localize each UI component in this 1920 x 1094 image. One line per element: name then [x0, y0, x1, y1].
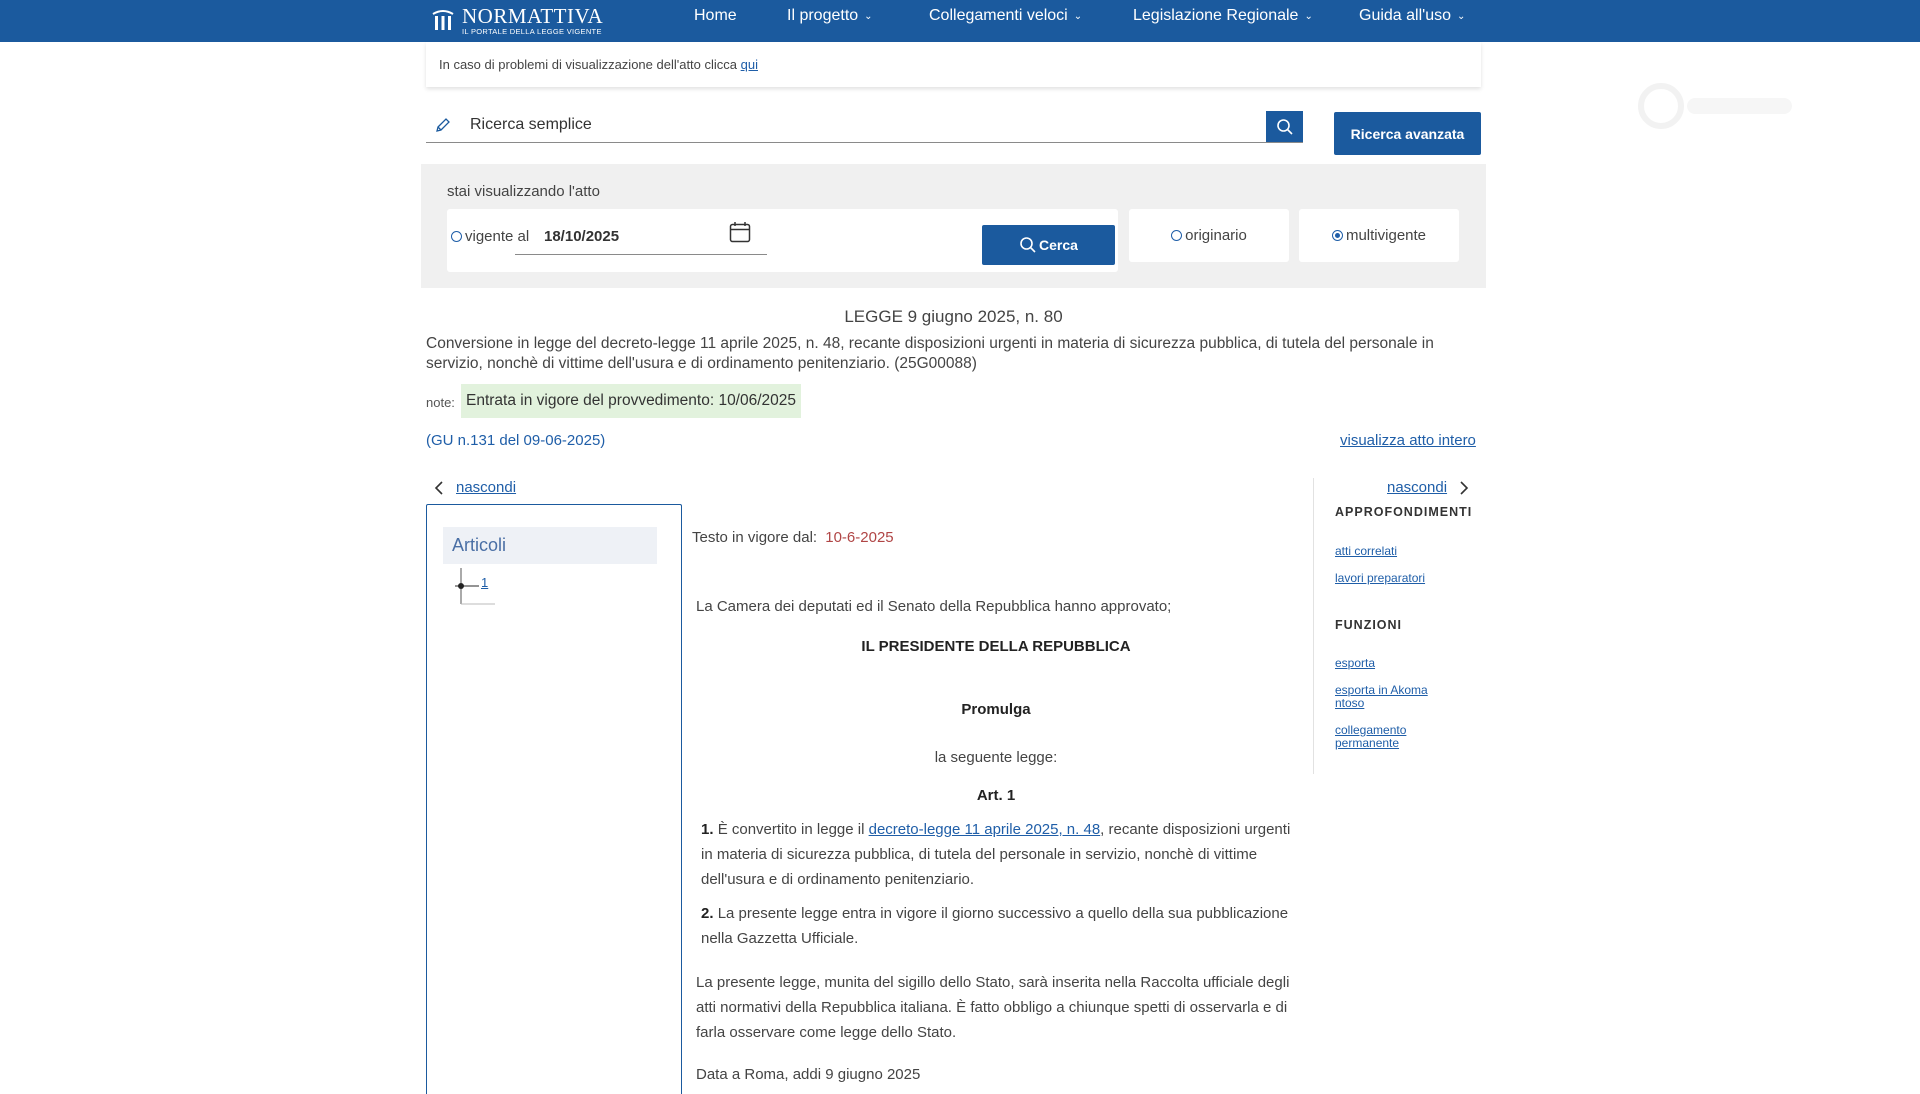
atti-correlati-link[interactable]: atti correlati — [1335, 544, 1398, 558]
chevron-down-icon: ⌄ — [1457, 10, 1466, 22]
esporta-akoma-link[interactable]: esporta in Akoma ntoso — [1335, 683, 1428, 710]
calendar-icon[interactable] — [729, 221, 751, 243]
comma-1-post: , recante disposizioni urgenti in materia di sicurezza pubblica, di tutela del personale in servizio, nonchè di vittime dell'usura e di ordinamento penitenziario. — [701, 821, 1291, 888]
date-value: 18/10/2025 — [544, 228, 620, 245]
notice-text: In caso di problemi di visualizzazione dell'atto clicca — [439, 57, 741, 72]
nav-legislazione-regionale[interactable] — [1133, 0, 1313, 32]
nav-home[interactable] — [694, 0, 737, 32]
viewing-label: stai visualizzando l'atto — [447, 183, 600, 200]
article-heading: Art. 1 — [976, 787, 1016, 804]
nav-il-progetto[interactable] — [787, 0, 873, 32]
date-field[interactable] — [515, 212, 767, 255]
nav-home-label: Home — [694, 7, 737, 24]
chevron-down-icon: ⌄ — [864, 10, 873, 22]
seguente-legge-text: la seguente legge: — [934, 749, 1058, 766]
gazzetta-link[interactable]: (GU n.131 del 09-06-2025) — [426, 432, 606, 449]
search-icon — [1019, 236, 1037, 254]
display-problem-notice — [426, 42, 1481, 87]
view-full-act-link[interactable]: visualizza atto intero — [1340, 432, 1476, 449]
hide-left-label: nascondi — [456, 479, 517, 496]
nav-guida-all-uso-label: Guida all'uso — [1359, 7, 1451, 24]
president-heading: IL PRESIDENTE DELLA REPUBBLICA — [861, 638, 1131, 655]
articles-tree — [455, 568, 515, 608]
originario-label: originario — [1185, 227, 1247, 244]
lavori-preparatori-link[interactable]: lavori preparatori — [1335, 571, 1426, 585]
in-force-label: Testo in vigore dal: — [692, 529, 818, 546]
esporta-link[interactable]: esporta — [1335, 656, 1376, 670]
advanced-search-button[interactable]: Ricerca avanzata — [1334, 112, 1481, 155]
chevron-right-icon — [1459, 481, 1469, 495]
chevron-left-icon — [434, 481, 444, 495]
multivigente-label: multivigente — [1345, 227, 1427, 244]
chevron-down-icon: ⌄ — [1073, 10, 1083, 22]
hide-right-label: nascondi — [1387, 479, 1448, 496]
search-input[interactable] — [460, 116, 1303, 134]
hide-left-panel-button[interactable] — [434, 479, 516, 496]
vigente-radio[interactable] — [451, 231, 462, 242]
promulga-heading: Promulga — [961, 701, 1031, 718]
nav-collegamenti-veloci-label: Collegamenti veloci — [929, 7, 1068, 24]
multivigente-option[interactable] — [1299, 209, 1459, 262]
watermark-logo-icon — [1635, 80, 1800, 132]
nav-collegamenti-veloci[interactable] — [929, 0, 1082, 32]
note-label: note: — [426, 395, 455, 410]
notice-link[interactable]: qui — [740, 57, 758, 72]
cerca-button[interactable] — [982, 225, 1115, 265]
cerca-label: Cerca — [1039, 237, 1078, 253]
nav-guida-all-uso[interactable] — [1359, 0, 1465, 32]
articles-panel — [426, 504, 682, 1094]
funzioni-heading: FUNZIONI — [1335, 618, 1403, 632]
simple-search-bar — [426, 108, 1303, 143]
originario-option[interactable] — [1129, 209, 1289, 262]
chevron-down-icon: ⌄ — [1304, 10, 1313, 22]
logo-title: NORMATTIVA — [462, 4, 604, 29]
act-title: LEGGE 9 giugno 2025, n. 80 — [844, 307, 1063, 326]
collegamento-permanente-link[interactable]: collegamento permanente — [1335, 723, 1407, 750]
comma-1-number: 1. — [701, 821, 714, 838]
approfondimenti-heading: APPROFONDIMENTI — [1335, 505, 1473, 519]
logo-subtitle: IL PORTALE DELLA LEGGE VIGENTE — [462, 27, 602, 37]
comma-2 — [701, 901, 1291, 951]
multivigente-radio[interactable] — [1332, 230, 1343, 241]
vigente-label: vigente al — [465, 228, 530, 245]
hide-right-panel-button[interactable] — [1387, 479, 1469, 496]
article-1-link[interactable]: 1 — [481, 575, 489, 590]
articles-header: Articoli — [443, 527, 657, 564]
date-paragraph: Data a Roma, addi 9 giugno 2025 — [696, 1066, 921, 1083]
final-paragraph: La presente legge, munita del sigillo dello Stato, sarà inserita nella Raccolta ufficiale degli atti normativi della Repubblica italiana. È fatto obbligo a chiunque spetti di osservarla e di farla osservare come legge dello Stato. — [696, 974, 1290, 1041]
comma-1 — [701, 817, 1291, 892]
top-navigation-bar — [0, 0, 1920, 42]
in-force-info — [692, 529, 894, 546]
intro-paragraph: La Camera dei deputati ed il Senato della Repubblica hanno approvato; — [696, 598, 1172, 615]
right-panel-divider — [1313, 478, 1314, 774]
normattiva-logo[interactable] — [430, 5, 603, 37]
search-button[interactable] — [1266, 111, 1303, 142]
search-icon — [1276, 118, 1294, 136]
nav-legislazione-regionale-label: Legislazione Regionale — [1133, 7, 1299, 24]
comma-2-text: La presente legge entra in vigore il giorno successivo a quello della sua pubblicazione nella Gazzetta Ufficiale. — [701, 905, 1289, 947]
column-logo-icon — [430, 8, 456, 34]
comma-1-pre: È convertito in legge il — [717, 821, 869, 838]
comma-2-number: 2. — [701, 905, 714, 922]
in-force-date: 10-6-2025 — [825, 529, 894, 546]
pencil-icon — [426, 108, 460, 142]
nav-il-progetto-label: Il progetto — [787, 7, 859, 24]
entry-into-force-note: Entrata in vigore del provvedimento: 10/06/2025 — [461, 384, 801, 418]
decree-law-link[interactable]: decreto-legge 11 aprile 2025, n. 48 — [868, 821, 1101, 838]
act-description: Conversione in legge del decreto-legge 11 aprile 2025, n. 48, recante disposizioni urgenti in materia di sicurezza pubblica, di tutela del personale in servizio, nonchè di vittime dell'usura e di ordinamento penitenziario. (25G00088) — [426, 335, 1434, 372]
originario-radio[interactable] — [1171, 230, 1182, 241]
